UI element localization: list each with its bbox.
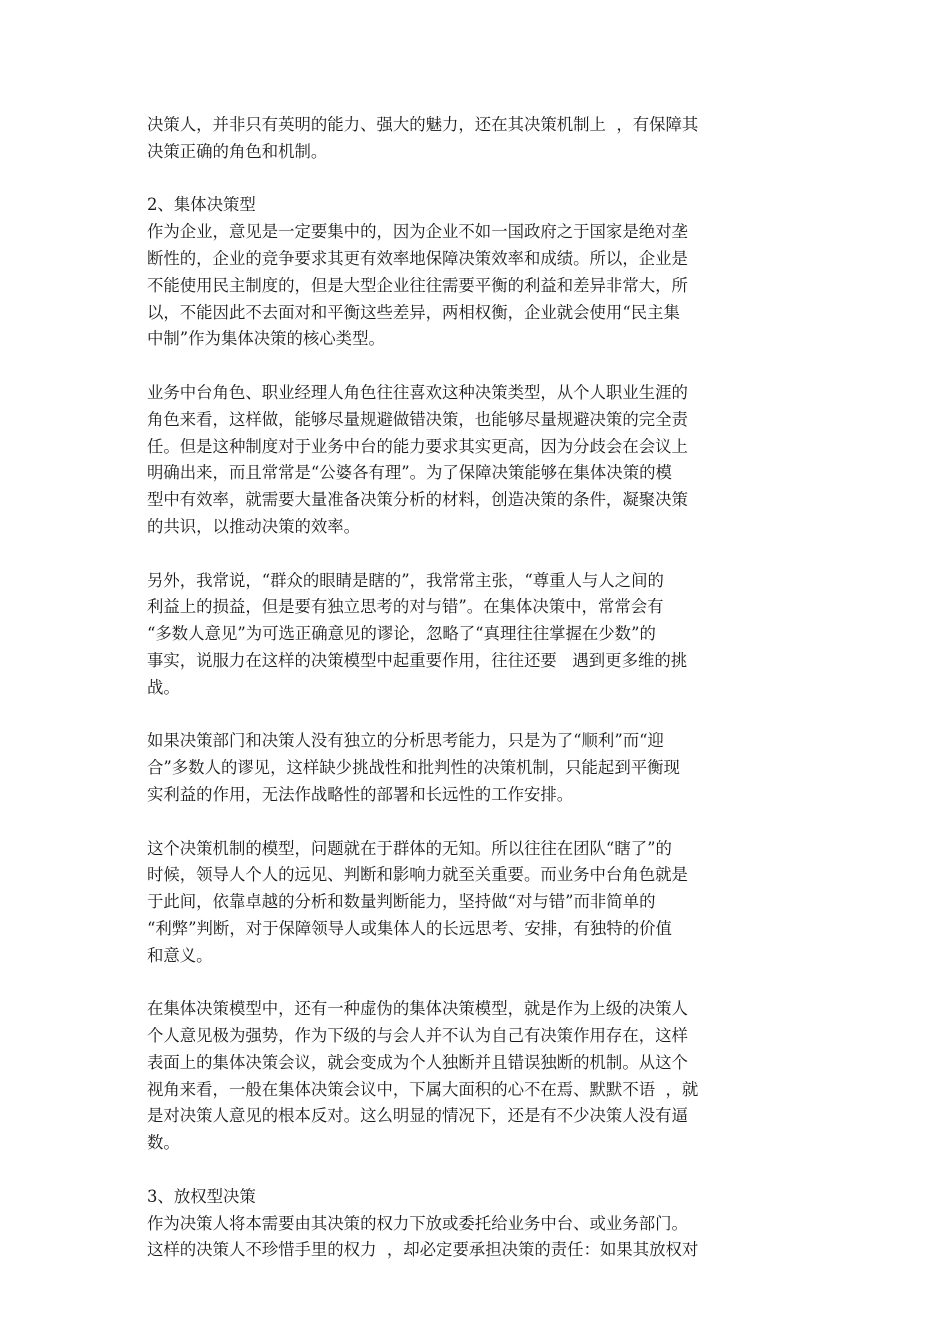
text-line: 作为决策人将本需要由其决策的权力下放或委托给业务中台、或业务部门。 <box>147 1213 688 1233</box>
text-line: 表面上的集体决策会议，就会变成为个人独断并且错误独断的机制。从这个 <box>147 1052 688 1072</box>
text-line: 事实，说服力在这样的决策模型中起重要作用，往往还要 遇到更多维的挑 <box>147 650 688 670</box>
text-line: 这个决策机制的模型，问题就在于群体的无知。所以往往在团队“瞎了”的 <box>147 838 672 858</box>
text-line: “多数人意见”为可选正确意见的谬论，忽略了“真理往往掌握在少数”的 <box>147 624 656 644</box>
text-line: 3、放权型决策 <box>147 1186 256 1206</box>
blank-line <box>147 809 803 836</box>
text-line: 中制”作为集体决策的核心类型。 <box>147 329 385 349</box>
blank-line <box>147 1157 803 1184</box>
blank-line <box>147 166 803 193</box>
text-line: 实利益的作用，无法作战略性的部署和长远性的工作安排。 <box>147 784 574 804</box>
blank-line <box>147 353 803 380</box>
blank-line <box>147 702 803 729</box>
text-line: 和意义。 <box>147 945 213 965</box>
text-line: 角色来看，这样做，能够尽量规避做错决策，也能够尽量规避决策的完全责 <box>147 409 688 429</box>
text-line: 数。 <box>147 1133 180 1153</box>
document-body <box>147 112 803 1264</box>
text-line: 任。但是这种制度对于业务中台的能力要求其实更高，因为分歧会在会议上 <box>147 436 688 456</box>
text-line: 以，不能因此不去面对和平衡这些差异，两相权衡，企业就会使用“民主集 <box>147 302 680 322</box>
text-line: 决策人，并非只有英明的能力、强大的魅力，还在其决策机制上 ，有保障其 <box>147 115 699 134</box>
text-line: 作为企业，意见是一定要集中的，因为企业不如一国政府之于国家是绝对垄 <box>147 222 688 242</box>
text-line: 利益上的损益，但是要有独立思考的对与错”。在集体决策中，常常会有 <box>147 597 664 617</box>
text-line: 合”多数人的谬见，这样缺少挑战性和批判性的决策机制，只能起到平衡现 <box>147 758 680 778</box>
text-line: 个人意见极为强势，作为下级的与会人并不认为自己有决策作用存在，这样 <box>147 1026 688 1046</box>
text-line: 的共识，以推动决策的效率。 <box>147 516 361 536</box>
text-line: 明确出来，而且常常是“公婆各有理”。为了保障决策能够在集体决策的模 <box>147 463 672 483</box>
text-line: 业务中台角色、职业经理人角色往往喜欢这种决策类型，从个人职业生涯的 <box>147 382 688 402</box>
text-line: 决策正确的角色和机制。 <box>147 141 328 161</box>
text-line: 在集体决策模型中，还有一种虚伪的集体决策模型，就是作为上级的决策人 <box>147 999 688 1019</box>
text-line: 战。 <box>147 677 180 697</box>
text-line: 于此间，依靠卓越的分析和数量判断能力，坚持做“对与错”而非简单的 <box>147 892 656 912</box>
text-line: 是对决策人意见的根本反对。这么明显的情况下，还是有不少决策人没有逼 <box>147 1106 688 1126</box>
text-line: 视角来看，一般在集体决策会议中，下属大面积的心不在焉、默默不语 ，就 <box>147 1079 699 1099</box>
text-line: 不能使用民主制度的，但是大型企业往往需要平衡的利益和差异非常大，所 <box>147 275 688 295</box>
text-line: 断性的，企业的竞争要求其更有效率地保障决策效率和成绩。所以，企业是 <box>147 248 688 268</box>
text-line: 型中有效率，就需要大量准备决策分析的材料，创造决策的条件，凝聚决策 <box>147 490 688 510</box>
blank-line <box>147 541 803 568</box>
text-line: 2、集体决策型 <box>147 195 256 215</box>
text-line: 如果决策部门和决策人没有独立的分析思考能力，只是为了“顺利”而“迎 <box>147 731 664 751</box>
text-line: 时候，领导人个人的远见、判断和影响力就至关重要。而业务中台角色就是 <box>147 865 688 885</box>
text-line: 这样的决策人不珍惜手里的权力 ，却必定要承担决策的责任：如果其放权对 <box>147 1240 699 1260</box>
text-line: 另外，我常说，“群众的眼睛是瞎的”，我常常主张，“尊重人与人之间的 <box>147 570 664 590</box>
blank-line <box>147 970 803 997</box>
text-line: “利弊”判断，对于保障领导人或集体人的长远思考、安排，有独特的价值 <box>147 918 672 938</box>
